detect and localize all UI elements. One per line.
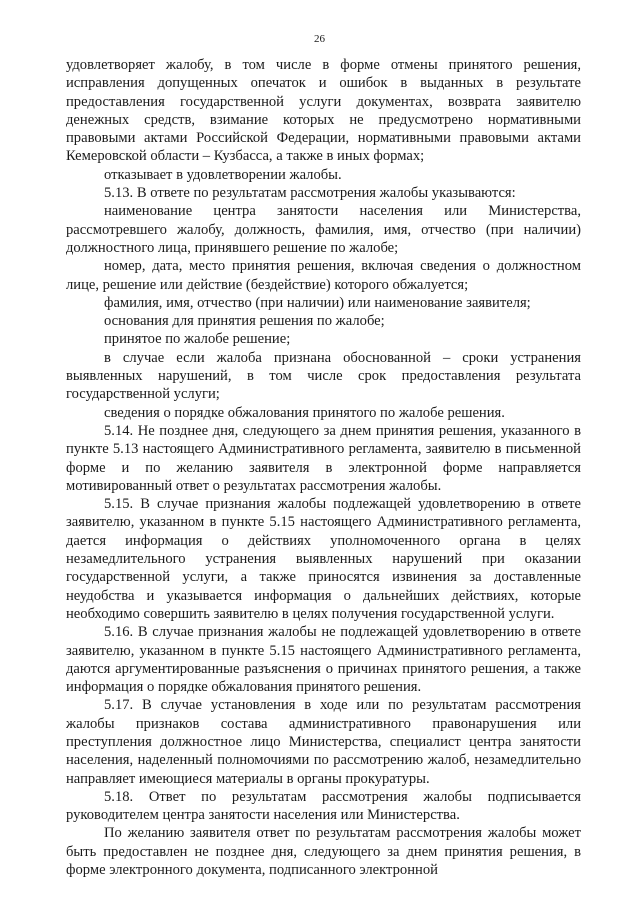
page-number: 26 [314, 33, 325, 45]
paragraph: основания для принятия решения по жалобе; [104, 313, 385, 330]
paragraph: 5.14. Не позднее дня, следующего за днем принятия решения, указанного в пункте 5.13 настоящего Административного регламента, заявителю в письменной форме и по желанию заявителя в электронной форме направляется мотивированный ответ о результатах рассмотрения жалобы. [66, 422, 581, 494]
paragraph: 5.16. В случае признания жалобы не подлежащей удовлетворению в ответе заявителю, указанном в пункте 5.15 настоящего Административного регламента, даются аргументированные разъяснения о причинах принятого решения, а также информация о порядке обжалования принятого решения. [66, 624, 581, 696]
paragraph: сведения о порядке обжалования принятого по жалобе решения. [104, 404, 505, 421]
document-body [66, 56, 581, 879]
paragraph: удовлетворяет жалобу, в том числе в форме отмены принятого решения, исправления допущенных опечаток и ошибок в выданных в результате предоставления государственной услуги документах, возврата заявителю денежных средств, взимание которых не предусмотрено нормативными правовыми актами Российской Федерации, нормативными правовыми актами Кемеровской области – Кузбасса, а также в иных формах; [66, 57, 581, 165]
paragraph: фамилия, имя, отчество (при наличии) или наименование заявителя; [104, 294, 531, 311]
paragraph: 5.18. Ответ по результатам рассмотрения жалобы подписывается руководителем центра занятости населения или Министерства. [66, 788, 581, 824]
paragraph: отказывает в удовлетворении жалобы. [104, 166, 342, 183]
paragraph: номер, дата, место принятия решения, включая сведения о должностном лице, решение или действие (бездействие) которого обжалуется; [66, 258, 581, 293]
paragraph: принятое по жалобе решение; [104, 331, 291, 348]
paragraph: 5.13. В ответе по результатам рассмотрения жалобы указываются: [104, 185, 516, 202]
paragraph: наименование центра занятости населения или Министерства, рассмотревшего жалобу, должность, фамилия, имя, отчество (при наличии) должностного лица, принявшего решение по жалобе; [66, 203, 581, 256]
paragraph: По желанию заявителя ответ по результатам рассмотрения жалобы может быть предоставлен не позднее дня, следующего за днем принятия решения, в форме электронного документа, подписанного электронной [66, 825, 581, 879]
paragraph: 5.17. В случае установления в ходе или по результатам рассмотрения жалобы признаков состава административного правонарушения или преступления должностное лицо Министерства, специалист центра занятости населения, наделенный полномочиями по рассмотрению жалоб, незамедлительно направляет имеющиеся материалы в органы прокуратуры. [66, 697, 581, 787]
paragraph: 5.15. В случае признания жалобы подлежащей удовлетворению в ответе заявителю, указанном в пункте 5.15 настоящего Административного регламента, дается информация о действиях уполномоченного органа в целях незамедлительного устранения выявленных нарушений при оказании государственной услуги, а также приносятся извинения за доставленные неудобства и указывается информация о дальнейших действиях, которые необходимо совершить заявителю в целях получения государственной услуги. [66, 496, 581, 622]
paragraph: в случае если жалоба признана обоснованной – сроки устранения выявленных нарушений, в том числе срок предоставления результата государственной услуги; [66, 349, 581, 403]
